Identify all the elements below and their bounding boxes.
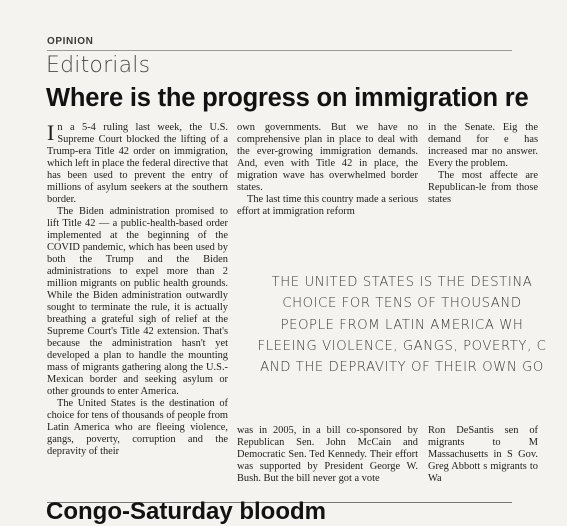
article-headline: Where is the progress on immigration re: [46, 84, 529, 112]
pull-quote-line: FLEEING VIOLENCE, GANGS, POVERTY, C: [257, 338, 547, 354]
pull-quote-line: THE UNITED STATES IS THE DESTINA: [271, 275, 533, 290]
category-title: Editorials: [46, 53, 151, 78]
paragraph: own governments. But we have no comprehensive plan in place to deal with the ever-growing immigration demands. And, even with Title 42 in place, the migration wave has overwhelmed border states.: [237, 122, 418, 193]
article-column-3-continued: [428, 425, 538, 489]
paragraph: The most affecte are Republican-le from those states: [428, 170, 538, 205]
article-column-2: [237, 122, 418, 218]
pull-quote: [237, 272, 567, 378]
article-column-1: [47, 122, 228, 488]
section-rule: [47, 50, 512, 51]
article-column-2-continued: [237, 425, 418, 489]
paragraph: The United States is the destination of choice for tens of thousands of people from Latin America who are fleeing violence, gangs, poverty, corruption and the depravity of their: [47, 398, 228, 457]
article-column-3: [428, 122, 538, 218]
pull-quote-line: AND THE DEPRAVITY OF THEIR OWN GO: [260, 360, 544, 376]
paragraph: The Biden administration promised to lift Title 42 — a public-health-based order implemented at the beginning of the COVID pandemic, which has been used by both the Trump and the Biden administrations to expel more than 2 million migrants on public health grounds. While the Biden administration outwardly sought to terminate the rule, it is actually breathing a grateful sigh of relief at the Supreme Court's Title 42 extension. That's because the administration hasn't yet developed a plan to handle the mounting mass of migrants gathering along the U.S.-Mexican border and seeking asylum or other grounds to enter America.: [47, 206, 228, 397]
pull-quote-line: CHOICE FOR TENS OF THOUSAND: [282, 296, 522, 312]
paragraph: [47, 122, 228, 206]
drop-cap: I: [47, 120, 55, 145]
paragraph: The last time this country made a serious effort at immigration reform: [237, 194, 418, 217]
paragraph: Ron DeSantis sen of migrants to M Massachusetts in S Gov. Greg Abbott s migrants to Wa: [428, 425, 538, 484]
paragraph: was in 2005, in a bill co-sponsored by Republican Sen. John McCain and Democratic Sen. Ted Kennedy. Their effort was supported by President George W. Bush. But the bill never got a vote: [237, 425, 418, 484]
next-article-headline: Congo-Saturday bloodm: [46, 498, 326, 525]
section-label: OPINION: [47, 36, 94, 47]
pull-quote-line: PEOPLE FROM LATIN AMERICA WH: [280, 317, 524, 333]
paragraph-text: n a 5-4 ruling last week, the U.S. Supreme Court blocked the lifting of a Trump-era Title 42 order on immigration, which left in place the federal directive that has been used to prevent the entry of millions of asylum seekers at the southern border.: [47, 122, 228, 205]
paragraph: in the Senate. Eig the demand for e has increased mar no answer. Every the problem.: [428, 122, 538, 169]
